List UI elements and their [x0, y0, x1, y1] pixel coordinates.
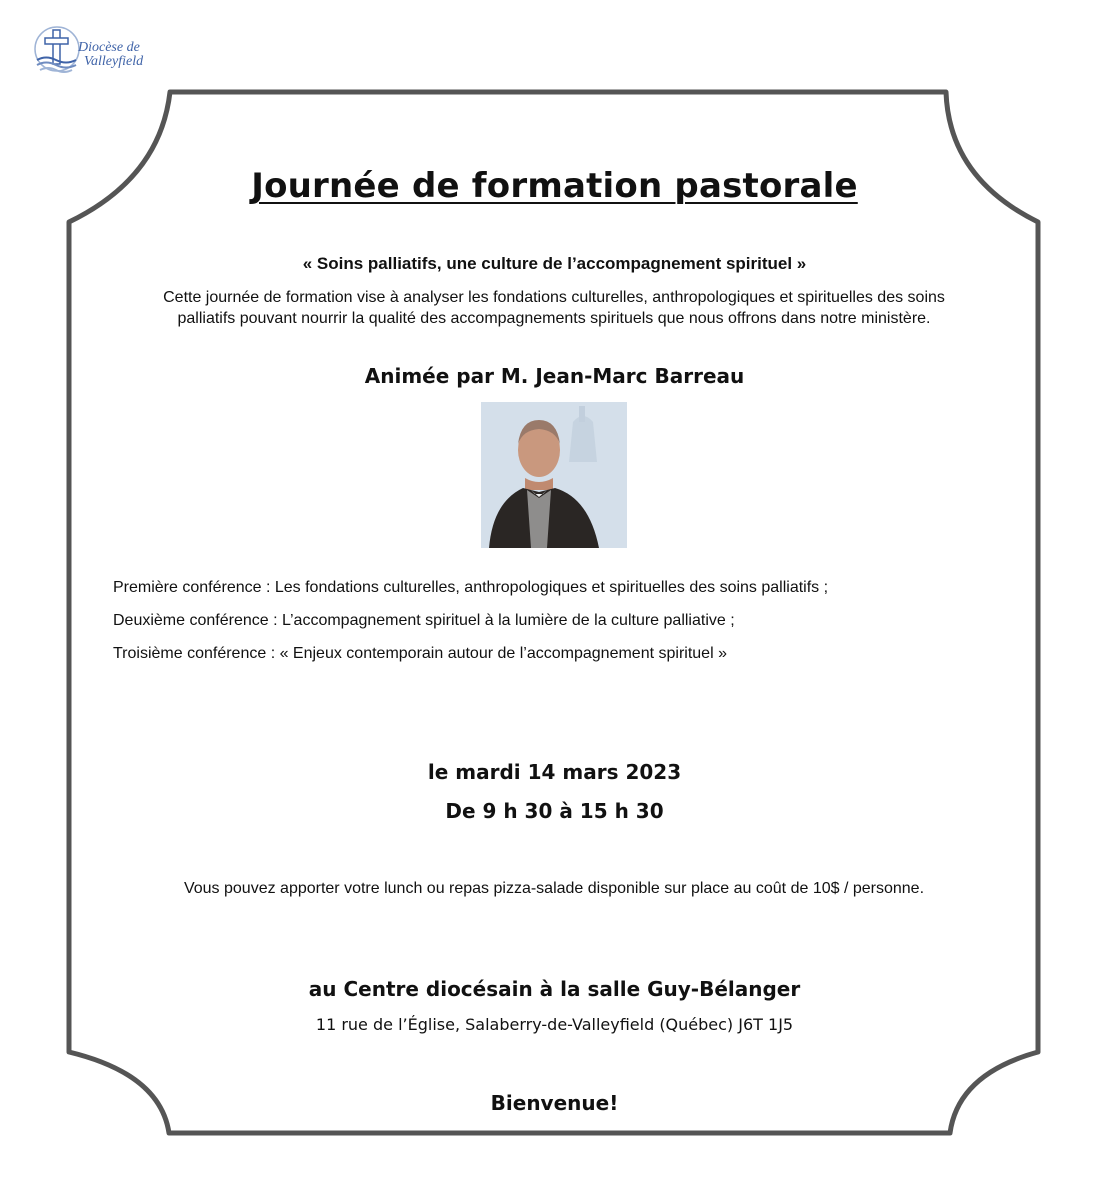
lunch-info: Vous pouvez apporter votre lunch ou repas pizza-salade disponible sur place au coût de 10$ / personne.: [183, 880, 925, 897]
venue-name: au Centre diocésain à la salle Guy-Bélanger: [308, 977, 801, 1001]
conference-1: Première conférence : Les fondations culturelles, anthropologiques et spirituelles des soins palliatifs ;: [113, 579, 829, 596]
page-title: Journée de formation pastorale: [251, 166, 858, 206]
venue-address: 11 rue de l’Église, Salaberry-de-Valleyfield (Québec) J6T 1J5: [315, 1015, 794, 1034]
presenter-name: Animée par M. Jean-Marc Barreau: [364, 364, 745, 388]
conference-2: Deuxième conférence : L’accompagnement spirituel à la lumière de la culture palliative ;: [113, 612, 735, 629]
event-date: le mardi 14 mars 2023: [427, 760, 682, 784]
logo-line-2: Valleyfield: [84, 54, 144, 69]
welcome-text: Bienvenue!: [490, 1091, 619, 1115]
conference-3: Troisième conférence : « Enjeux contemporain autour de l’accompagnement spirituel »: [113, 645, 727, 662]
event-time: De 9 h 30 à 15 h 30: [445, 799, 664, 823]
presenter-photo: [481, 402, 627, 548]
intro-paragraph: Cette journée de formation vise à analyser les fondations culturelles, anthropologiques et spirituelles des soins palliatifs pouvant nourrir la qualité des accompagnements spirituels que nous offrons dans notre ministère.: [163, 289, 945, 327]
subtitle: « Soins palliatifs, une culture de l’accompagnement spirituel »: [302, 254, 807, 273]
logo-line-1: Diocèse de: [78, 40, 140, 55]
